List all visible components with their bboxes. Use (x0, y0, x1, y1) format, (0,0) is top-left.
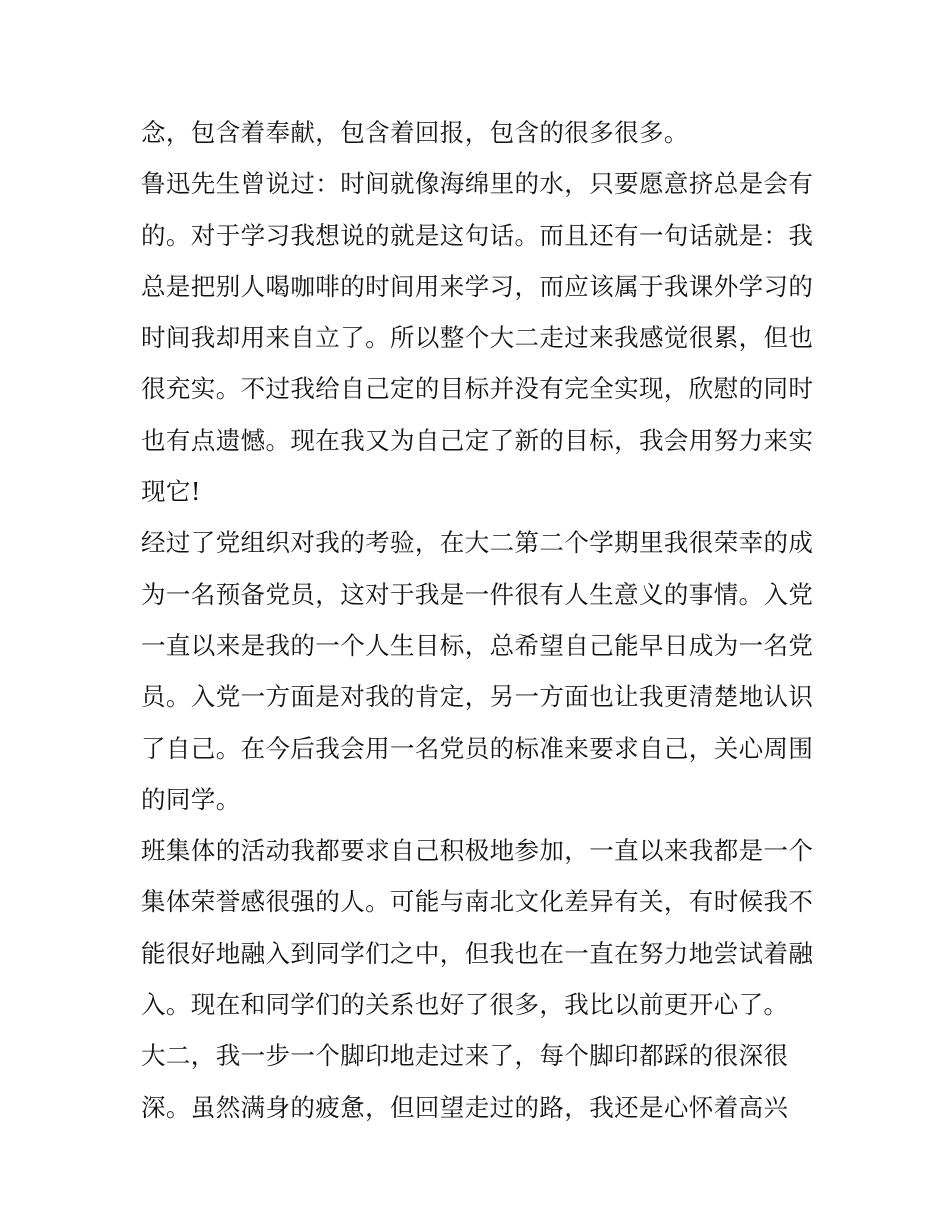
text-line: 也有点遗憾。现在我又为自己定了新的目标，我会用努力来实 (141, 425, 814, 455)
text-line: 深。虽然满身的疲惫，但回望走过的路，我还是心怀着高兴 (141, 1092, 789, 1122)
document-body (141, 107, 821, 1133)
text-line: 一直以来是我的一个人生目标，总希望自己能早日成为一名党 (141, 630, 814, 660)
text-line: 为一名预备党员，这对于我是一件很有人生意义的事情。入党 (141, 579, 814, 609)
text-line: 的同学。 (141, 784, 241, 814)
text-line: 了自己。在今后我会用一名党员的标准来要求自己，关心周围 (141, 733, 814, 763)
text-line: 鲁迅先生曾说过：时间就像海绵里的水，只要愿意挤总是会有 (141, 169, 814, 199)
text-line: 经过了党组织对我的考验，在大二第二个学期里我很荣幸的成 (141, 528, 814, 558)
text-line: 现它! (141, 477, 202, 507)
text-line: 员。入党一方面是对我的肯定，另一方面也让我更清楚地认识 (141, 682, 814, 712)
text-line: 时间我却用来自立了。所以整个大二走过来我感觉很累，但也 (141, 323, 814, 353)
text-line: 的。对于学习我想说的就是这句话。而且还有一句话就是：我 (141, 220, 814, 250)
text-line: 念，包含着奉献，包含着回报，包含的很多很多。 (141, 118, 689, 147)
text-line: 总是把别人喝咖啡的时间用来学习，而应该属于我课外学习的 (141, 271, 814, 301)
text-line: 入。现在和同学们的关系也好了很多，我比以前更开心了。 (141, 990, 789, 1020)
text-line: 能很好地融入到同学们之中，但我也在一直在努力地尝试着融 (141, 938, 814, 968)
text-line: 大二，我一步一个脚印地走过来了，每个脚印都踩的很深很 (141, 1041, 789, 1071)
text-line: 很充实。不过我给自己定的目标并没有完全实现，欣慰的同时 (141, 374, 814, 404)
text-line: 班集体的活动我都要求自己积极地参加，一直以来我都是一个 (141, 836, 814, 866)
text-line: 集体荣誉感很强的人。可能与南北文化差异有关，有时候我不 (141, 887, 814, 917)
